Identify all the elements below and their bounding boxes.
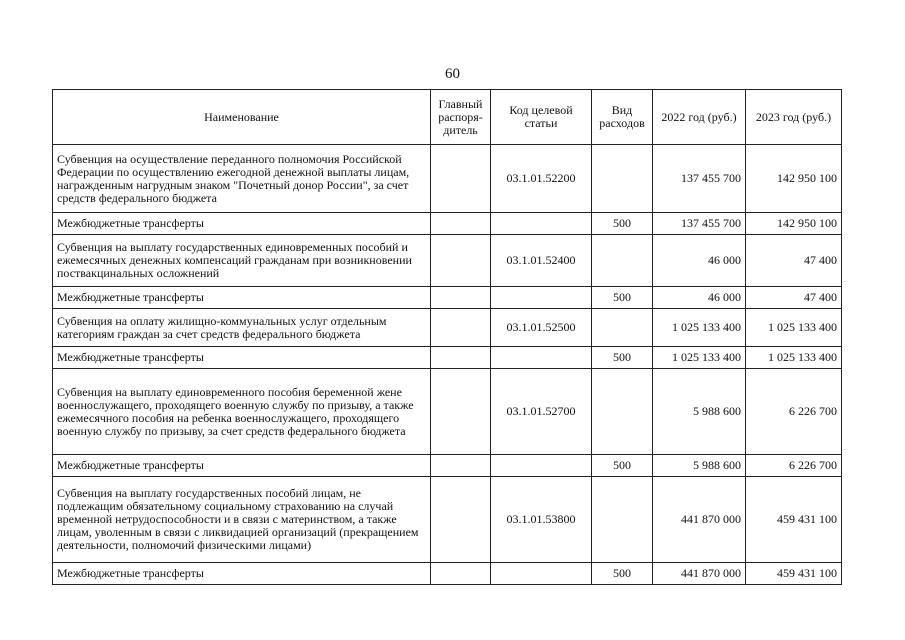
row-expense-type [592,145,653,213]
row-manager [431,309,491,347]
row-manager [431,145,491,213]
row-name: Субвенция на выплату государственных пособий лицам, не подлежащим обязательному социальному страхованию на случай временной нетрудоспособности и в связи с материнством, а также лицам, уволенным в связи с ликвидацией организаций (прекращением деятельности, полномочий физическими лицами) [53,477,431,563]
table-row [53,213,842,235]
table-row [53,477,842,563]
row-expense-type [592,235,653,287]
table-row [53,455,842,477]
row-2023: 459 431 100 [746,563,842,585]
table-row [53,563,842,585]
table-row [53,287,842,309]
row-2022: 137 455 700 [653,213,746,235]
row-code [491,563,592,585]
row-expense-type: 500 [592,347,653,369]
table-row [53,309,842,347]
row-manager [431,287,491,309]
row-2023: 459 431 100 [746,477,842,563]
row-code: 03.1.01.52200 [491,145,592,213]
row-manager [431,477,491,563]
row-code [491,455,592,477]
row-2022: 1 025 133 400 [653,309,746,347]
row-2023: 6 226 700 [746,455,842,477]
row-expense-type [592,477,653,563]
row-code [491,287,592,309]
row-name: Субвенция на выплату государственных единовременных пособий и ежемесячных денежных компенсаций гражданам при возникновении поствакцинальных осложнений [53,235,431,287]
row-2023: 1 025 133 400 [746,347,842,369]
table-row [53,235,842,287]
row-manager [431,455,491,477]
row-2022: 441 870 000 [653,563,746,585]
row-2023: 47 400 [746,235,842,287]
row-2022: 137 455 700 [653,145,746,213]
row-expense-type: 500 [592,563,653,585]
row-name: Межбюджетные трансферты [53,287,431,309]
row-name: Субвенция на осуществление переданного полномочия Российской Федерации по осуществлению ежегодной денежной выплаты лицам, награжденным нагрудным знаком "Почетный донор России", за счет средств федерального бюджета [53,145,431,213]
row-name: Субвенция на выплату единовременного пособия беременной жене военнослужащего, проходящего военную службу по призыву, а также ежемесячного пособия на ребенка военнослужащего, проходящего военную службу по призыву, за счет средств федерального бюджета [53,369,431,455]
row-expense-type [592,309,653,347]
table-row [53,369,842,455]
row-code: 03.1.01.53800 [491,477,592,563]
table-header-row [53,90,842,145]
row-manager [431,369,491,455]
table-row [53,145,842,213]
row-2022: 5 988 600 [653,455,746,477]
row-2022: 5 988 600 [653,369,746,455]
row-2023: 6 226 700 [746,369,842,455]
table-body [53,145,842,585]
row-2022: 441 870 000 [653,477,746,563]
header-name: Наименование [53,90,431,145]
header-2022: 2022 год (руб.) [653,90,746,145]
row-code [491,213,592,235]
row-manager [431,213,491,235]
row-name: Межбюджетные трансферты [53,347,431,369]
row-code: 03.1.01.52700 [491,369,592,455]
row-2022: 46 000 [653,235,746,287]
row-name: Межбюджетные трансферты [53,455,431,477]
row-manager [431,563,491,585]
budget-table [52,89,842,585]
row-name: Межбюджетные трансферты [53,213,431,235]
row-2022: 1 025 133 400 [653,347,746,369]
page-number: 60 [445,66,460,82]
header-code: Код целевой статьи [491,90,592,145]
row-2023: 142 950 100 [746,145,842,213]
row-expense-type [592,369,653,455]
row-manager [431,347,491,369]
row-name: Межбюджетные трансферты [53,563,431,585]
row-2022: 46 000 [653,287,746,309]
header-manager: Главный распоря-дитель [431,90,491,145]
row-code [491,347,592,369]
header-expense-type: Вид расходов [592,90,653,145]
header-2023: 2023 год (руб.) [746,90,842,145]
row-2023: 47 400 [746,287,842,309]
table-row [53,347,842,369]
row-manager [431,235,491,287]
row-code: 03.1.01.52500 [491,309,592,347]
row-expense-type: 500 [592,213,653,235]
row-2023: 1 025 133 400 [746,309,842,347]
row-expense-type: 500 [592,287,653,309]
row-expense-type: 500 [592,455,653,477]
row-code: 03.1.01.52400 [491,235,592,287]
row-name: Субвенция на оплату жилищно-коммунальных услуг отдельным категориям граждан за счет средств федерального бюджета [53,309,431,347]
row-2023: 142 950 100 [746,213,842,235]
